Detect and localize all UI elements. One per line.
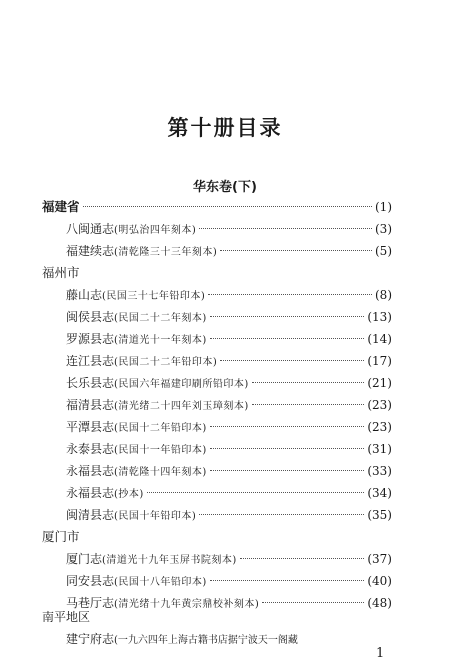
entry-page-number: (33) [367, 464, 392, 478]
leader-dots [199, 227, 372, 229]
entry-page-number: (48) [367, 596, 392, 610]
entry-name: 连江县志 [66, 354, 115, 368]
entry-page-number: (23) [367, 420, 392, 434]
toc-entry[interactable] [66, 372, 392, 394]
entry-page-number: (35) [367, 508, 392, 522]
leader-dots [220, 359, 364, 361]
section-label: 南平地区 [42, 610, 91, 624]
toc-entry[interactable] [66, 416, 392, 438]
entry-page-number: (23) [367, 398, 392, 412]
page-number: 1 [376, 646, 385, 661]
entry-edition: (清光绪二十四年刘玉璋刻本) [114, 401, 249, 412]
leader-dots [210, 315, 365, 317]
leader-dots [240, 557, 365, 559]
toc-entry[interactable] [66, 460, 392, 482]
volume-heading: 华东卷(下) [193, 180, 257, 195]
entry-edition: (民国十二年铅印本) [114, 423, 207, 434]
entry-name: 永福县志 [66, 486, 115, 500]
entry-name: 马巷厅志 [66, 596, 115, 610]
entry-edition: (民国二十二年铅印本) [114, 357, 218, 368]
leader-dots [210, 579, 365, 581]
entry-name: 建宁府志 [66, 632, 115, 646]
section-label: 厦门市 [42, 529, 80, 544]
entry-name: 永福县志 [66, 464, 115, 478]
entry-edition: (民国二十二年刻本) [114, 313, 207, 324]
entry-name: 永泰县志 [66, 442, 115, 456]
leader-dots [210, 337, 365, 339]
leader-dots [83, 205, 372, 207]
entry-page-number: (17) [367, 354, 392, 368]
leader-dots [210, 447, 365, 449]
entry-name: 福建续志 [66, 244, 115, 258]
entry-page-number: (21) [367, 376, 392, 390]
leader-dots [262, 601, 364, 603]
entry-name: 八闽通志 [66, 222, 115, 236]
leader-dots [210, 425, 365, 427]
entry-page-number: (14) [367, 332, 392, 346]
entry-edition: (清光绪十九年黄宗鼎校补刻本) [114, 599, 260, 610]
entry-edition: (民国十年铅印本) [114, 511, 197, 522]
entry-edition: (清乾隆三十三年刻本) [114, 247, 218, 258]
entry-edition: (民国三十七年铅印本) [102, 291, 206, 302]
toc-entry[interactable] [66, 438, 392, 460]
entry-name: 闽清县志 [66, 508, 115, 522]
leader-dots [199, 513, 364, 515]
entry-edition: (民国十八年铅印本) [114, 577, 207, 588]
entry-edition: (抄本) [114, 489, 144, 500]
leader-dots [220, 249, 372, 251]
leader-dots [147, 491, 365, 493]
entry-edition: (清道光十一年刻本) [114, 335, 207, 346]
entry-page-number: (40) [367, 574, 392, 588]
entry-page-number: (8) [375, 288, 392, 302]
entry-page-number: (13) [367, 310, 392, 324]
entry-name: 厦门志 [66, 552, 103, 566]
leader-dots [210, 469, 365, 471]
page-title: 第十册目录 [167, 116, 283, 140]
toc-entry[interactable] [66, 328, 392, 350]
toc-entry[interactable] [66, 570, 392, 592]
entry-page-number: (3) [375, 222, 392, 236]
entry-edition: (民国六年福建印刷所铅印本) [114, 379, 249, 390]
toc-entry[interactable] [66, 218, 392, 240]
province-label: 福建省 [42, 199, 80, 214]
entry-edition: (明弘治四年刻本) [114, 225, 197, 236]
toc-entry[interactable] [66, 394, 392, 416]
entry-page-number: (1) [375, 200, 392, 214]
entry-page-number: (5) [375, 244, 392, 258]
leader-dots [208, 293, 372, 295]
entry-name: 福清县志 [66, 398, 115, 412]
entry-page-number: (31) [367, 442, 392, 456]
entry-name: 长乐县志 [66, 376, 115, 390]
toc-entry[interactable] [66, 482, 392, 504]
toc-entry[interactable] [66, 504, 392, 526]
leader-dots [252, 381, 365, 383]
entry-edition: (清道光十九年玉屏书院刻本) [102, 555, 237, 566]
leader-dots [252, 403, 365, 405]
entry-edition: (民国十一年铅印本) [114, 445, 207, 456]
toc-entry[interactable] [66, 350, 392, 372]
entry-page-number: (34) [367, 486, 392, 500]
toc-entry-province[interactable] [42, 196, 392, 218]
entry-name: 罗源县志 [66, 332, 115, 346]
toc-entry[interactable] [66, 306, 392, 328]
entry-name: 闽侯县志 [66, 310, 115, 324]
entry-edition: (一九六四年上海古籍书店据宁波天一阁藏 [114, 635, 298, 646]
entry-page-number: (37) [367, 552, 392, 566]
entry-name: 同安县志 [66, 574, 115, 588]
entry-edition: (清乾隆十四年刻本) [114, 467, 207, 478]
entry-name: 藤山志 [66, 288, 103, 302]
entry-name: 平潭县志 [66, 420, 115, 434]
toc-entry[interactable] [66, 548, 392, 570]
section-label: 福州市 [42, 265, 80, 280]
continued-entry[interactable] [66, 630, 298, 647]
toc-entry[interactable] [66, 284, 392, 306]
toc-entry[interactable] [66, 240, 392, 262]
